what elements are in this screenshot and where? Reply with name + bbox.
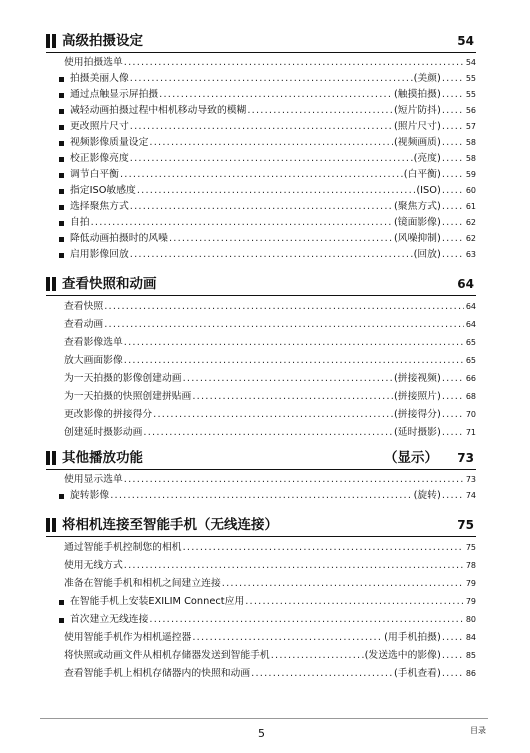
dot-leader [130,151,413,167]
dot-leader [104,298,464,316]
toc-entry-title: 指定ISO敏感度 [70,185,136,196]
toc-entry-page[interactable]: 65 [465,356,476,365]
toc-entry[interactable] [46,334,476,352]
toc-entry-page[interactable]: 64 [465,320,476,329]
toc-entry-page[interactable]: 80 [465,615,476,624]
dot-leader [442,71,464,87]
toc-entry-page[interactable]: 64 [465,302,476,311]
toc-entry-label: (白平衡) [403,169,441,180]
toc-entry-title: 降低动画拍摄时的风噪 [70,233,168,244]
toc-entry[interactable] [46,593,476,611]
dot-leader [183,370,393,388]
toc-entry-title: 使用智能手机作为相机遥控器 [64,632,192,643]
dot-leader [110,488,412,504]
toc-entry-title: 视频影像质量设定 [70,137,149,148]
dot-leader [247,103,393,119]
toc-entry-title: 准备在智能手机和相机之间建立连接 [64,578,221,589]
section-title: 其他播放功能 [62,450,143,466]
dot-leader [124,557,464,575]
toc-entry[interactable] [46,406,476,424]
toc-entry[interactable] [46,135,476,151]
toc-entry-page[interactable]: 79 [465,597,476,606]
toc-entry-page[interactable]: 59 [465,170,476,179]
section-heading [46,449,476,470]
dot-leader [130,199,393,215]
dot-leader [91,215,393,231]
toc-entry[interactable] [46,472,476,488]
dot-leader [442,424,464,442]
dot-leader [137,183,416,199]
dot-leader [104,316,464,334]
dot-leader [149,611,463,629]
toc-section-viewing [46,275,476,442]
toc-entry-page[interactable]: 73 [465,475,476,484]
toc-entry-title: 通过智能手机控制您的相机 [64,542,182,553]
toc-entry-title: 查看影像选单 [64,337,123,348]
toc-entry-title: 创建延时摄影动画 [64,427,143,438]
toc-entry[interactable] [46,611,476,629]
toc-entry-title: 启用影像回放 [70,249,129,260]
toc-entry[interactable] [46,665,476,683]
dot-leader [124,55,464,71]
toc-entry-label: (视频画质) [393,137,441,148]
dot-leader [271,647,364,665]
section-title: 将相机连接至智能手机（无线连接） [62,517,278,533]
toc-entry-label: (风噪抑制) [393,233,441,244]
toc-entry-label: (短片防抖) [393,105,441,116]
toc-entry-title: 为一天拍摄的影像创建动画 [64,373,182,384]
section-title: 高级拍摄设定 [62,33,143,49]
dot-leader [442,388,464,406]
toc-entry-page[interactable]: 58 [465,138,476,147]
toc-entry-page[interactable]: 85 [465,651,476,660]
section-page-number[interactable]: 75 [457,518,474,532]
dot-leader [124,334,464,352]
toc-section-advanced-shooting [46,32,476,263]
dot-leader [442,406,464,424]
dot-leader [442,135,464,151]
dot-leader [222,575,464,593]
dot-leader [143,424,393,442]
dot-leader [442,629,464,647]
toc-entry-title: 旋转影像 [70,490,110,501]
toc-entry-label: (拼接得分) [393,409,441,420]
toc-entry-page[interactable]: 75 [465,543,476,552]
toc-entry-page[interactable]: 60 [465,186,476,195]
dot-leader [149,135,393,151]
section-title: 查看快照和动画 [62,276,157,292]
toc-entry-page[interactable]: 78 [465,561,476,570]
toc-entry-page[interactable]: 79 [465,579,476,588]
toc-entry[interactable] [46,316,476,334]
toc-entry-page[interactable]: 55 [465,90,476,99]
toc-entry-page[interactable]: 55 [465,74,476,83]
toc-entry[interactable] [46,71,476,87]
toc-entry-list [46,298,476,442]
dot-leader [442,215,464,231]
toc-entry-page[interactable]: 84 [465,633,476,642]
dot-leader [130,119,393,135]
dot-leader [245,593,464,611]
toc-entry-label: (发送选中的影像) [364,650,441,661]
toc-entry-label: (触摸拍摄) [393,89,441,100]
toc-link[interactable]: 目录 [470,726,486,735]
toc-entry-page[interactable]: 74 [465,491,476,500]
section-marker-icon [46,34,58,48]
dot-leader [124,472,464,488]
toc-entry[interactable] [46,352,476,370]
toc-entry-title: 查看快照 [64,301,104,312]
toc-entry-list [46,539,476,683]
dot-leader [442,87,464,103]
toc-entry-list [46,55,476,263]
toc-entry[interactable] [46,388,476,406]
toc-entry-title: 校正影像亮度 [70,153,129,164]
toc-entry[interactable] [46,183,476,199]
toc-entry-page[interactable]: 58 [465,154,476,163]
section-page-number[interactable]: 73 [457,451,474,465]
dot-leader [442,167,464,183]
section-page-number[interactable]: 54 [457,34,474,48]
toc-entry-title: 更改照片尺寸 [70,121,129,132]
toc-entry-label: (亮度) [413,153,441,164]
toc-entry[interactable] [46,424,476,442]
toc-entry-label: (延时摄影) [393,427,441,438]
toc-entry-label: (用手机拍摄) [384,632,441,643]
dot-leader [442,647,464,665]
dot-leader [442,247,464,263]
toc-entry[interactable] [46,103,476,119]
dot-leader [442,199,464,215]
toc-entry-title: 减轻动画拍摄过程中相机移动导致的模糊 [70,105,247,116]
toc-entry-title: 首次建立无线连接 [70,614,149,625]
section-marker-icon [46,277,58,291]
toc-entry-title: 使用拍摄选单 [64,57,123,68]
section-heading [46,516,476,537]
dot-leader [183,539,464,557]
toc-entry-page[interactable]: 62 [465,234,476,243]
toc-entry-title: 使用显示选单 [64,474,123,485]
dot-leader [120,167,403,183]
dot-leader [130,247,413,263]
toc-section-playback [46,449,476,504]
section-marker-icon [46,518,58,532]
toc-entry-label: (ISO) [416,185,441,196]
dot-leader [442,183,464,199]
section-page-number[interactable]: 64 [457,277,474,291]
toc-entry-page[interactable]: 61 [465,202,476,211]
page-number: 5 [258,727,265,740]
dot-leader [442,231,464,247]
footer-divider [40,718,488,719]
toc-entry-label: (照片尺寸) [393,121,441,132]
dot-leader [192,629,383,647]
toc-entry[interactable] [46,575,476,593]
section-marker-icon [46,451,58,465]
toc-entry-page[interactable]: 66 [465,374,476,383]
toc-entry-label: (聚焦方式) [393,201,441,212]
dot-leader [130,71,413,87]
toc-entry-title: 为一天拍摄的快照创建拼贴画 [64,391,192,402]
dot-leader [251,665,393,683]
toc-entry[interactable] [46,55,476,71]
dot-leader [442,151,464,167]
toc-entry[interactable] [46,557,476,575]
toc-entry[interactable] [46,370,476,388]
toc-entry[interactable] [46,199,476,215]
toc-entry-label: (拼接视频) [393,373,441,384]
dot-leader [192,388,393,406]
toc-entry-label: (回放) [413,249,441,260]
toc-entry-title: 查看智能手机上相机存储器内的快照和动画 [64,668,251,679]
toc-entry-page[interactable]: 86 [465,669,476,678]
toc-entry-title: 通过点触显示屏拍摄 [70,89,159,100]
toc-entry[interactable] [46,629,476,647]
toc-entry-title: 更改影像的拼接得分 [64,409,153,420]
dot-leader [442,103,464,119]
toc-entry-label: (手机查看) [393,668,441,679]
toc-entry-label: (美颜) [413,73,441,84]
toc-entry-page[interactable]: 56 [465,106,476,115]
toc-entry-title: 拍摄美丽人像 [70,73,129,84]
toc-entry-page[interactable]: 71 [465,428,476,437]
toc-entry-list [46,472,476,504]
dot-leader [159,87,393,103]
dot-leader [153,406,393,424]
toc-entry-title: 调节白平衡 [70,169,119,180]
toc-entry-page[interactable]: 62 [465,218,476,227]
toc-entry[interactable] [46,231,476,247]
toc-entry[interactable] [46,215,476,231]
toc-entry-title: 放大画面影像 [64,355,123,366]
section-heading [46,32,476,53]
dot-leader [442,370,464,388]
toc-entry[interactable] [46,87,476,103]
dot-leader [442,119,464,135]
section-heading [46,275,476,296]
toc-entry-page[interactable]: 63 [465,250,476,259]
toc-entry-label: (旋转) [413,490,441,501]
toc-entry-label: (镜面影像) [393,217,441,228]
toc-entry-title: 选择聚焦方式 [70,201,129,212]
dot-leader [169,231,393,247]
toc-entry[interactable] [46,151,476,167]
toc-entry-title: 将快照或动画文件从相机存储器发送到智能手机 [64,650,270,661]
toc-entry-page[interactable]: 68 [465,392,476,401]
dot-leader [442,488,464,504]
toc-entry[interactable] [46,119,476,135]
toc-entry-title: 自拍 [70,217,90,228]
section-subtitle: （显示） [384,450,438,466]
toc-entry-title: 在智能手机上安装EXILIM Connect应用 [70,596,245,607]
toc-entry[interactable] [46,298,476,316]
toc-entry[interactable] [46,539,476,557]
dot-leader [124,352,464,370]
toc-entry-title: 查看动画 [64,319,104,330]
toc-section-smartphone [46,516,476,683]
toc-entry-label: (拼接照片) [393,391,441,402]
toc-entry[interactable] [46,247,476,263]
dot-leader [442,665,464,683]
toc-entry[interactable] [46,167,476,183]
toc-entry-page[interactable]: 54 [465,58,476,67]
toc-entry-page[interactable]: 65 [465,338,476,347]
toc-entry-page[interactable]: 70 [465,410,476,419]
toc-entry-title: 使用无线方式 [64,560,123,571]
toc-entry[interactable] [46,488,476,504]
toc-entry-page[interactable]: 57 [465,122,476,131]
toc-entry[interactable] [46,647,476,665]
